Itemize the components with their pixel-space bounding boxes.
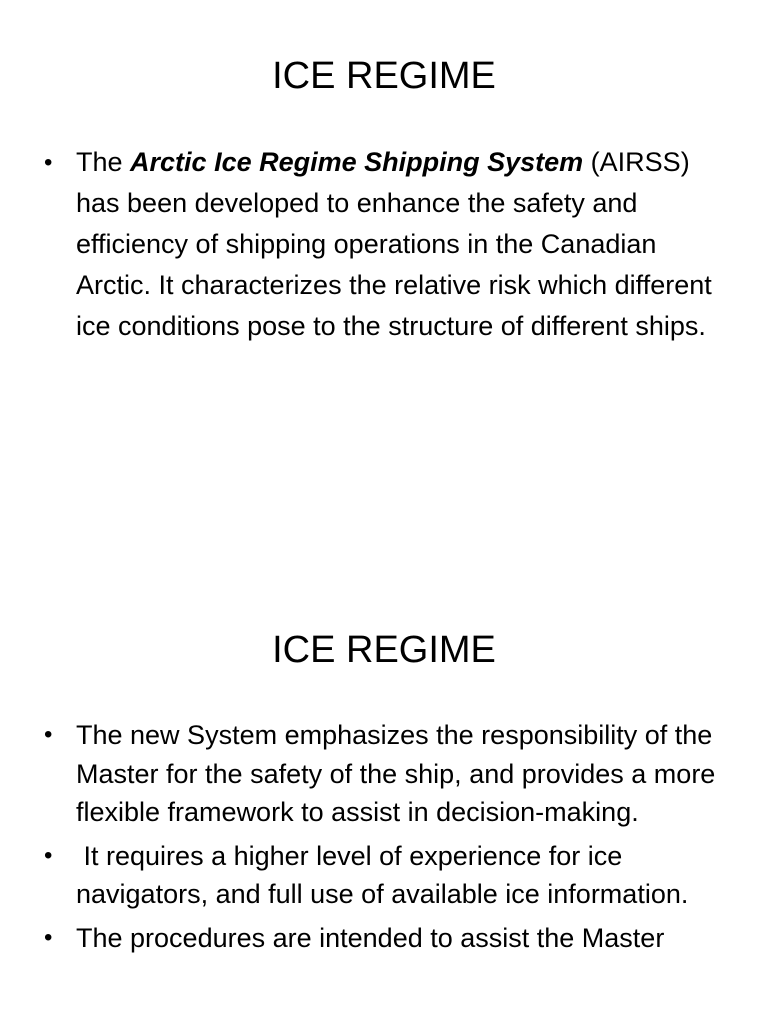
bullet-item: [0, 142, 768, 347]
slide-2: [0, 576, 768, 1024]
bullet-item: [0, 716, 768, 832]
slide-title: ICE REGIME: [272, 629, 496, 671]
bullet-list: [0, 716, 768, 962]
bullet-item: [0, 919, 768, 958]
bullet-text-prefix: The: [76, 147, 131, 177]
bullet-text: The procedures are intended to assist the Master: [76, 922, 665, 953]
slide-title: ICE REGIME: [272, 55, 496, 97]
bullet-text-emphasis: Arctic Ice Regime Shipping System: [130, 147, 584, 177]
bullet-text-suffix: (AIRSS) has been developed to enhance the safety and efficiency of shipping operations in the Canadian Arctic. It characterizes the relative risk which different ice conditions pose to the structure of different ships.: [76, 147, 712, 341]
bullet-item: [0, 837, 768, 914]
bullet-icon: •: [44, 923, 53, 951]
bullet-icon: •: [44, 149, 53, 176]
bullet-text: It requires a higher level of experience for ice navigators, and full use of available ice information.: [76, 840, 689, 909]
bullet-icon: •: [44, 721, 53, 748]
bullet-text: The new System emphasizes the responsibility of the Master for the safety of the ship, and provides a more flexible framework to assist in decision-making.: [76, 720, 716, 827]
bullet-icon: •: [44, 841, 53, 869]
bullet-list: [0, 142, 768, 347]
